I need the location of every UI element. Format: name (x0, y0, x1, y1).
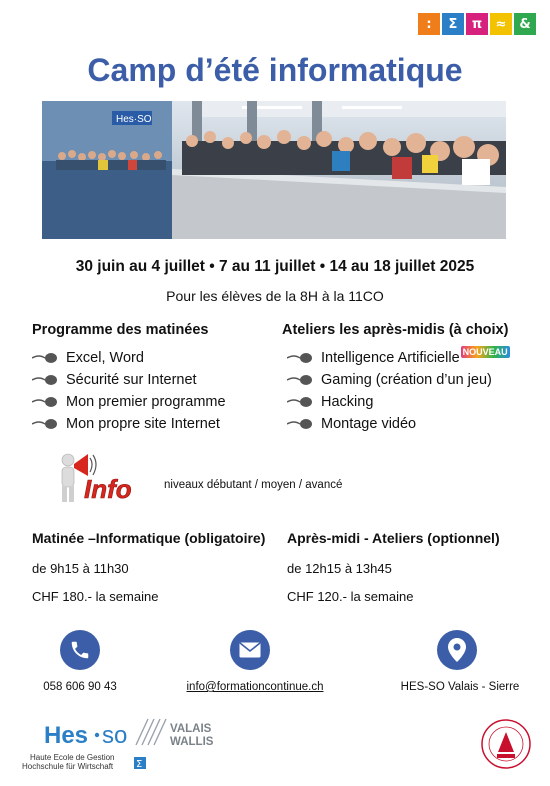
list-item (32, 369, 226, 391)
afternoon-heading: Ateliers les après-midis (à choix) (282, 322, 509, 338)
school-name-de: Hochschule für Wirtschaft (22, 762, 114, 771)
morning-time: de 9h15 à 11h30 (32, 561, 129, 576)
morning-schedule-heading: Matinée –Informatique (obligatoire) (32, 530, 266, 546)
mouse-icon (287, 396, 313, 408)
tile-colon-icon: : (418, 13, 440, 35)
list-item (287, 347, 510, 369)
list-item-label: Mon propre site Internet (66, 416, 220, 432)
school-name-fr: Haute Ecole de Gestion (30, 753, 115, 762)
tile-ampersand-icon: & (514, 13, 536, 35)
sigma-icon: Σ (136, 759, 143, 770)
levels-text: niveaux débutant / moyen / avancé (164, 479, 343, 491)
subject-tiles (418, 13, 536, 35)
morning-price: CHF 180.- la semaine (32, 589, 159, 604)
mouse-icon (287, 352, 313, 364)
list-item (32, 347, 226, 369)
list-item-label: Excel, Word (66, 350, 144, 366)
location-pin-icon (437, 630, 477, 670)
audience-text: Pour les élèves de la 8H à la 11CO (166, 288, 384, 304)
morning-list (32, 347, 226, 435)
afternoon-price: CHF 120.- la semaine (287, 589, 414, 604)
list-item-label: Mon premier programme (66, 394, 226, 410)
logo-hes: Hes (44, 722, 89, 749)
mouse-icon (32, 418, 58, 430)
logo-valais: VALAIS (170, 723, 212, 735)
logo-so: so (102, 722, 128, 749)
mouse-icon (32, 396, 58, 408)
list-item (287, 413, 510, 435)
phone-number: 058 606 90 43 (43, 681, 117, 693)
tile-sigma-icon: Σ (442, 13, 464, 35)
mouse-icon (287, 374, 313, 386)
info-megaphone-icon (48, 446, 144, 508)
page-title: Camp d’été informatique (87, 52, 463, 88)
list-item (32, 413, 226, 435)
new-badge: NOUVEAU (462, 347, 508, 357)
envelope-icon (230, 630, 270, 670)
mouse-icon (287, 418, 313, 430)
list-item-label: Sécurité sur Internet (66, 372, 197, 388)
list-item (287, 369, 510, 391)
tile-pi-icon: π (466, 13, 488, 35)
phone-icon (60, 630, 100, 670)
list-item-label: Intelligence Artificielle (321, 350, 460, 366)
morning-heading: Programme des matinées (32, 322, 209, 338)
hes-so-logo (22, 715, 232, 775)
mouse-icon (32, 374, 58, 386)
tile-approx-icon: ≈ (490, 13, 512, 35)
valais-excellence-seal-icon (480, 718, 532, 770)
list-item (32, 391, 226, 413)
email-link[interactable]: info@formationcontinue.ch (186, 681, 324, 693)
afternoon-time: de 12h15 à 13h45 (287, 561, 392, 576)
logo-wallis: WALLIS (170, 736, 214, 748)
location-text: HES-SO Valais - Sierre (400, 681, 520, 693)
list-item (287, 391, 510, 413)
group-photo (42, 101, 506, 239)
list-item-label: Gaming (création d’un jeu) (321, 372, 492, 388)
sign-text: Hes·SO (116, 114, 152, 125)
afternoon-list (287, 347, 510, 435)
mouse-icon (32, 352, 58, 364)
session-dates: 30 juin au 4 juillet • 7 au 11 juillet • 14 au 18 juillet 2025 (75, 258, 475, 275)
list-item-label: Montage vidéo (321, 416, 417, 432)
list-item-label: Hacking (321, 394, 374, 410)
afternoon-schedule-heading: Après-midi - Ateliers (optionnel) (287, 530, 500, 546)
info-word: Info (84, 474, 132, 504)
